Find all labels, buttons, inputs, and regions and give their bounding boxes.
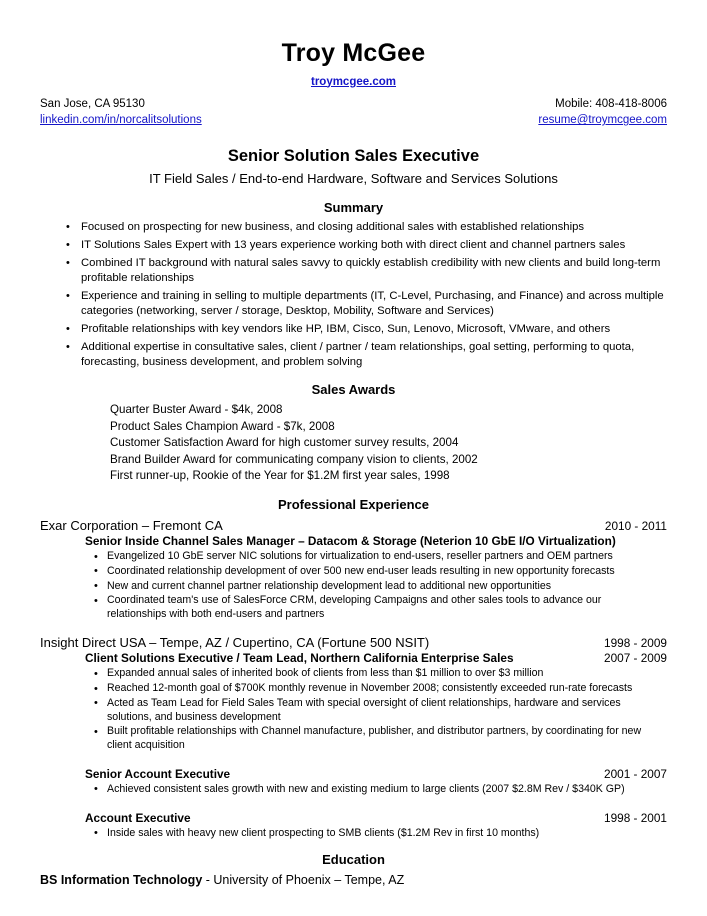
award-line: Customer Satisfaction Award for high customer survey results, 2004 bbox=[110, 436, 459, 450]
company-dates: 1998 - 2009 bbox=[604, 635, 667, 650]
company-dates: 2010 - 2011 bbox=[604, 518, 667, 533]
role-row bbox=[40, 651, 667, 667]
summary-bullet: • Additional expertise in consultative sales, client / partner / team relationships, goal setting, performing to quota, forecasting, business development, and problem solving bbox=[58, 340, 665, 370]
subrole-entry bbox=[40, 811, 667, 841]
contact-row bbox=[40, 96, 667, 129]
job-bullet: • Inside sales with heavy new client prospecting to SMB clients ($1.2M Rev in first 10 months) bbox=[85, 827, 657, 841]
email-link[interactable]: resume@troymcgee.com bbox=[538, 114, 667, 127]
role-title: Client Solutions Executive / Team Lead, Northern California Enterprise Sales bbox=[85, 651, 514, 666]
mobile-text: Mobile: 408-418-8006 bbox=[555, 97, 667, 110]
job-bullet: • Acted as Team Lead for Field Sales Team with special oversight of client relationships, hardware and services solutions, and business development bbox=[85, 697, 657, 725]
section-title-experience: Professional Experience bbox=[277, 496, 429, 512]
subrole-title: Account Executive bbox=[85, 810, 191, 825]
summary-bullet: • Combined IT background with natural sales savvy to quickly establish credibility with new clients and build long-term profitable relationships bbox=[58, 256, 665, 286]
job-bullet: • Evangelized 10 GbE server NIC solutions for virtualization to end-users, reseller partners and OEM partners bbox=[85, 550, 657, 564]
experience-list bbox=[40, 517, 667, 841]
company-row bbox=[40, 634, 667, 652]
subrole-dates: 2001 - 2007 bbox=[604, 767, 667, 781]
experience-entry bbox=[40, 634, 667, 840]
website-line bbox=[40, 72, 667, 90]
subrole-dates: 1998 - 2001 bbox=[604, 810, 667, 825]
contact-left bbox=[40, 96, 202, 129]
job-bullet-list bbox=[85, 783, 657, 797]
role-row bbox=[40, 534, 667, 550]
job-bullet: • Built profitable relationships with Channel manufacture, publisher, and distributor partners, by coordinating for new client acquisition bbox=[85, 725, 657, 753]
job-bullet-list bbox=[85, 827, 657, 841]
summary-bullet: • Focused on prospecting for new business, and closing additional sales with established relationships bbox=[58, 220, 665, 235]
awards-list bbox=[110, 402, 667, 484]
subrole-entry bbox=[40, 767, 667, 797]
candidate-name: Troy McGee bbox=[281, 39, 426, 67]
company-name: Exar Corporation – Fremont CA bbox=[40, 517, 223, 533]
education-entry bbox=[40, 872, 667, 888]
subheadline: IT Field Sales / End-to-end Hardware, Software and Services Solutions bbox=[149, 170, 558, 186]
section-title-awards: Sales Awards bbox=[311, 382, 396, 398]
linkedin-link[interactable]: linkedin.com/in/norcalitsolutions bbox=[40, 114, 202, 127]
section-title-education: Education bbox=[322, 852, 385, 868]
award-line: Quarter Buster Award - $4k, 2008 bbox=[110, 403, 283, 417]
job-bullet-list bbox=[85, 667, 657, 753]
education-separator: - bbox=[202, 873, 214, 888]
summary-bullet: • Profitable relationships with key vendors like HP, IBM, Cisco, Sun, Lenovo, Microsoft, VMware, and others bbox=[58, 322, 665, 337]
company-row bbox=[40, 517, 667, 535]
section-title-summary: Summary bbox=[323, 200, 384, 216]
role-title: Senior Inside Channel Sales Manager – Datacom & Storage (Neterion 10 GbE I/O Virtualization) bbox=[85, 534, 616, 549]
location-text: San Jose, CA 95130 bbox=[40, 97, 145, 110]
education-school: University of Phoenix – Tempe, AZ bbox=[213, 873, 405, 888]
subrole-row bbox=[40, 811, 667, 827]
award-line: Brand Builder Award for communicating company vision to clients, 2002 bbox=[110, 452, 478, 466]
education-degree: BS Information Technology bbox=[40, 873, 203, 888]
job-bullet: • Coordinated team's use of SalesForce CRM, developing Campaigns and other sales tools to advance our relationships with both end-users and partners bbox=[85, 594, 657, 622]
subrole-row bbox=[40, 767, 667, 783]
job-bullet: • Reached 12-month goal of $700K monthly revenue in November 2008; consistently exceeded run-rate forecasts bbox=[85, 682, 657, 696]
role-dates: 2007 - 2009 bbox=[604, 651, 667, 666]
experience-entry bbox=[40, 517, 667, 622]
job-bullet: • Coordinated relationship development of over 500 new end-user leads resulting in new opportunity forecasts bbox=[85, 565, 657, 579]
job-bullet: • Expanded annual sales of inherited book of clients from less than $1 million to over $3 million bbox=[85, 667, 657, 681]
job-bullet: • New and current channel partner relationship development lead to additional new opportunities bbox=[85, 580, 657, 594]
subrole-title: Senior Account Executive bbox=[85, 767, 231, 781]
company-name: Insight Direct USA – Tempe, AZ / Cupertino, CA (Fortune 500 NSIT) bbox=[40, 634, 430, 650]
summary-bullet: • IT Solutions Sales Expert with 13 years experience working both with direct client and channel partners sales bbox=[58, 238, 665, 253]
summary-list bbox=[58, 220, 665, 370]
job-bullet-list bbox=[85, 550, 657, 622]
website-link[interactable]: troymcgee.com bbox=[310, 75, 396, 88]
job-bullet: • Achieved consistent sales growth with new and existing medium to large clients (2007 $2.8M Rev / $340K GP) bbox=[85, 783, 657, 797]
headline: Senior Solution Sales Executive bbox=[227, 146, 480, 165]
award-line: First runner-up, Rookie of the Year for $1.2M first year sales, 1998 bbox=[110, 469, 450, 483]
contact-right bbox=[538, 96, 667, 129]
award-line: Product Sales Champion Award - $7k, 2008 bbox=[110, 419, 335, 433]
summary-bullet: • Experience and training in selling to multiple departments (IT, C-Level, Purchasing, and Finance) and across multiple categories (networking, server / storage, Desktop, Mobility, Software and Services) bbox=[58, 289, 665, 319]
